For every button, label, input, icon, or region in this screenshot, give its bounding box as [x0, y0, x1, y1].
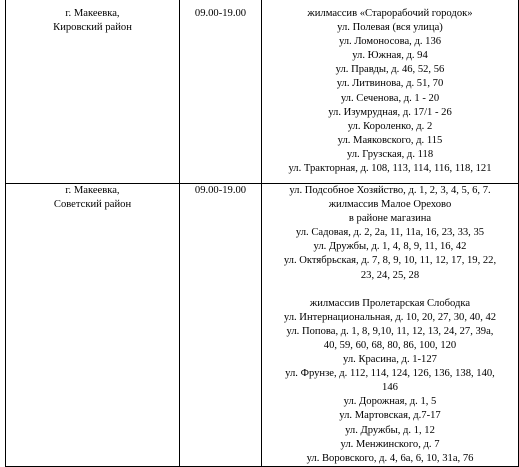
address-line: ул. Дружбы, д. 1, 4, 8, 9, 11, 16, 42	[313, 241, 467, 253]
time-cell	[180, 184, 262, 467]
address-line: ул. Фрунзе, д. 112, 114, 124, 126, 136, 138, 140,	[285, 368, 495, 380]
address-line: ул. Мартовская, д.7-17	[339, 410, 441, 422]
address-line: ул. Дружбы, д. 1, 12	[345, 424, 435, 436]
location-cell	[6, 0, 180, 184]
location-cell	[6, 184, 180, 467]
time-range: 09.00-19.00	[194, 8, 247, 19]
time-cell	[180, 0, 262, 184]
address-line: ул. Интернациональная, д. 10, 20, 27, 30, 40, 42	[283, 311, 497, 323]
blank-line	[264, 283, 516, 297]
district-name: Советский район	[53, 199, 132, 211]
address-line: жилмассив Пролетарская Слободка	[309, 297, 471, 309]
city-name: г. Макеевка,	[65, 8, 120, 19]
addresses-cell	[262, 184, 519, 467]
address-line: жилмассив «Старорабочий городок»	[307, 8, 473, 19]
address-line: ул. Правды, д. 46, 52, 56	[335, 64, 445, 76]
address-line: ул. Ломоносова, д. 136	[338, 36, 442, 48]
address-line: ул. Литвинова, д. 51, 70	[336, 78, 444, 90]
district-name: Кировский район	[53, 22, 132, 34]
address-line: ул. Грузская, д. 118	[346, 148, 434, 160]
address-line: ул. Тракторная, д. 108, 113, 114, 116, 118, 121	[288, 163, 492, 175]
address-line: ул. Изумрудная, д. 17/1 - 26	[328, 106, 452, 118]
address-line: ул. Воровского, д. 4, 6а, 6, 10, 31а, 76	[306, 452, 474, 464]
address-line: ул. Южная, д. 94	[352, 50, 428, 62]
table-row	[6, 184, 519, 467]
address-line: ул. Короленко, д. 2	[347, 120, 433, 132]
address-line: ул. Садовая, д. 2, 2а, 11, 11а, 16, 23, 33, 35	[295, 227, 485, 239]
addresses-cell	[262, 0, 519, 184]
address-line: ул. Маяковского, д. 115	[337, 134, 443, 146]
address-line: ул. Попова, д. 1, 8, 9,10, 11, 12, 13, 24, 27, 39а,	[286, 325, 494, 337]
table-row	[6, 0, 519, 184]
time-range: 09.00-19.00	[194, 185, 247, 196]
power-outage-schedule-table	[5, 0, 519, 467]
address-line: ул. Сеченова, д. 1 - 20	[340, 92, 440, 104]
address-line: 23, 24, 25, 28	[360, 269, 420, 281]
address-line: ул. Подсобное Хозяйство, д. 1, 2, 3, 4, 5, 6, 7.	[289, 185, 491, 196]
address-line: ул. Полевая (вся улица)	[337, 22, 443, 34]
city-name: г. Макеевка,	[65, 185, 120, 196]
address-line: 40, 59, 60, 68, 80, 86, 100, 120	[323, 339, 457, 351]
address-line: ул. Менжинского, д. 7	[340, 438, 440, 450]
address-line: ул. Октябрьская, д. 7, 8, 9, 10, 11, 12, 17, 19, 22,	[283, 255, 497, 267]
address-line: ул. Красина, д. 1-127	[343, 354, 437, 366]
address-line: в районе магазина	[348, 213, 432, 225]
address-line: 146	[382, 382, 398, 394]
address-line: ул. Дорожная, д. 1, 5	[343, 396, 437, 408]
address-line: жилмассив Малое Орехово	[328, 199, 452, 211]
